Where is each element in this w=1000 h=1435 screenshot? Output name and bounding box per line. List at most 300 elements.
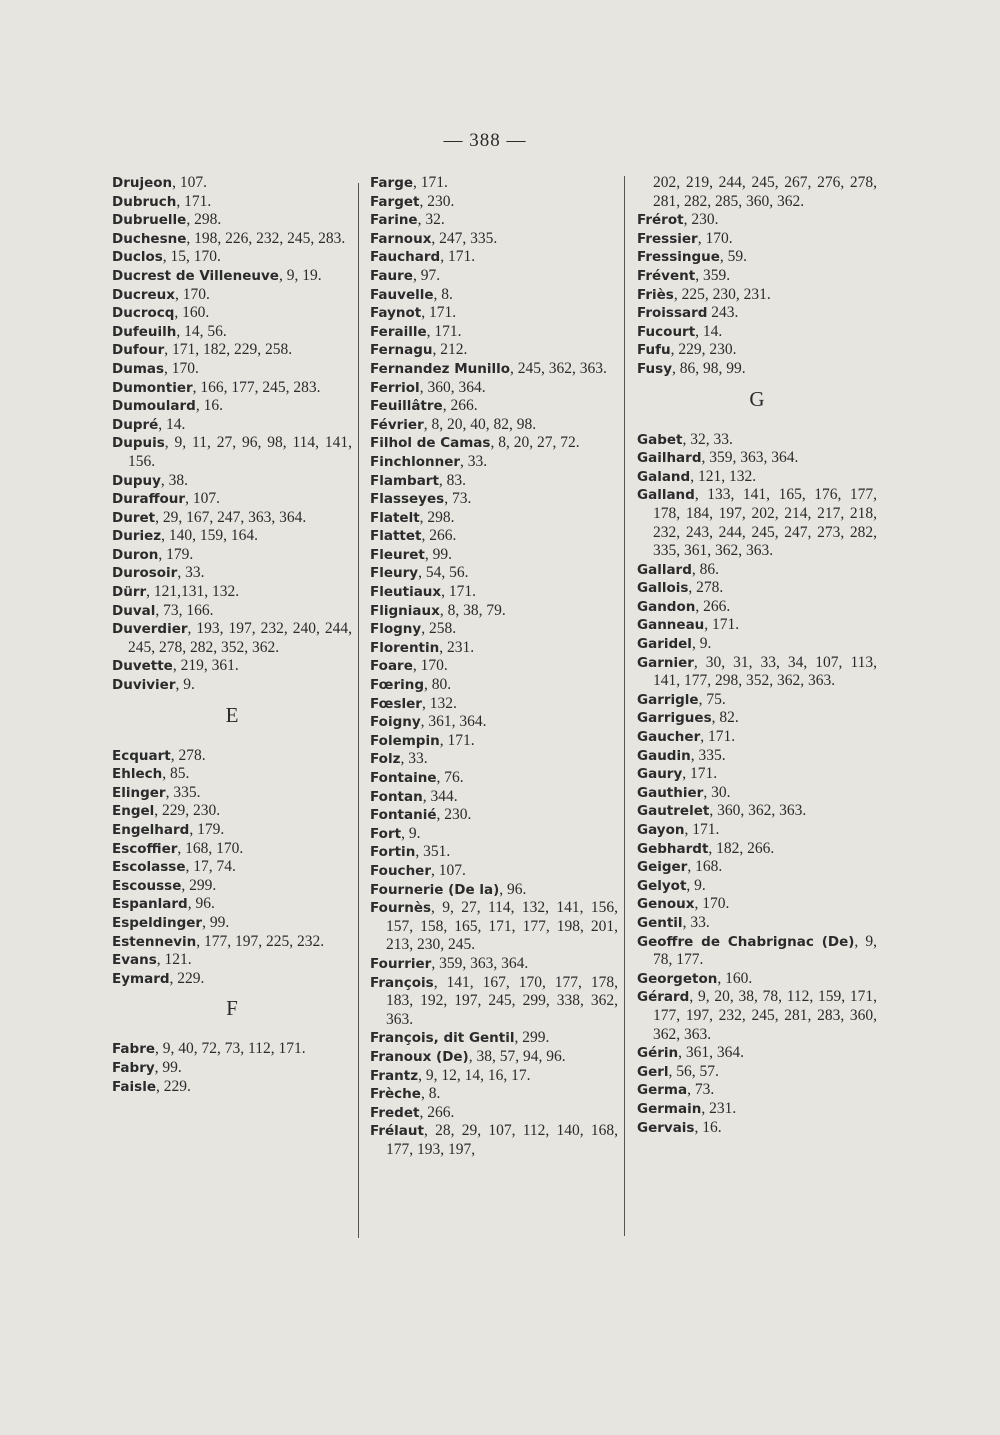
entry-pages: , 360, 364.: [419, 378, 486, 396]
entry-name: Gervais: [637, 1119, 695, 1136]
entry-name: Eymard: [112, 970, 170, 987]
entry-name: Gaudin: [637, 747, 691, 764]
entry-name: Estennevin: [112, 933, 197, 950]
entry-name: Garnier: [637, 654, 694, 671]
entry-name: Frèche: [370, 1086, 421, 1103]
entry-pages: , 225, 230, 231.: [673, 285, 771, 303]
entry-pages: , 133, 141, 165, 176, 177, 178, 184, 197, 202, 214, 217, 218, 232, 243, 244, 245, 247, 273, 282, 335, 361, 362, 363.: [653, 486, 877, 560]
entry-pages: , 8, 20, 40, 82, 98.: [423, 415, 537, 433]
entry-pages: , 97.: [412, 266, 441, 284]
entry-name: Garrigle: [637, 691, 699, 708]
index-entry: [637, 877, 877, 896]
index-entry: [637, 654, 877, 691]
entry-name: Galand: [637, 468, 691, 485]
entry-pages: , 83.: [438, 471, 467, 489]
entry-pages: , 231.: [439, 638, 475, 656]
index-entry: [637, 933, 877, 970]
index-entry: [637, 858, 877, 877]
index-entry: [112, 211, 352, 230]
entry-pages: , 8, 38, 79.: [439, 601, 506, 619]
entry-pages: , 335.: [690, 746, 726, 764]
index-entry: [112, 527, 352, 546]
index-entry: [370, 843, 618, 862]
section-letter: F: [226, 996, 238, 1021]
index-entry: [370, 509, 618, 528]
entry-pages: , 230.: [436, 806, 472, 824]
index-entry: [370, 248, 618, 267]
entry-name: Faynot: [370, 305, 422, 322]
entry-name: Fressingue: [637, 249, 720, 266]
entry-name: Flambart: [370, 472, 439, 489]
entry-pages: , 33.: [460, 452, 488, 470]
index-entry: [112, 895, 352, 914]
entry-name: Gallard: [637, 561, 692, 578]
index-entry: [112, 341, 352, 360]
index-entry: [637, 341, 877, 360]
index-entry: [112, 620, 352, 657]
entry-name: Elinger: [112, 784, 166, 801]
index-entry: [637, 784, 877, 803]
entry-name: Fleury: [370, 565, 419, 582]
index-entry: [112, 951, 352, 970]
entry-name: Ganneau: [637, 617, 705, 634]
entry-name: Galland: [637, 487, 695, 504]
entry-name: Friès: [637, 286, 674, 303]
entry-pages: , 38.: [160, 471, 189, 489]
entry-name: Fauchard: [370, 249, 441, 266]
entry-name: Dumas: [112, 360, 165, 377]
entry-name: Gallois: [637, 580, 689, 597]
index-entry: [370, 899, 618, 955]
entry-pages: , 132.: [421, 694, 457, 712]
entry-name: Fortin: [370, 844, 416, 861]
index-entry: [370, 732, 618, 751]
index-entry: [112, 747, 352, 766]
index-entry: [112, 509, 352, 528]
entry-name: Geiger: [637, 859, 688, 876]
index-entry: [370, 1085, 618, 1104]
entry-name: Dufour: [112, 342, 165, 359]
entry-pages: , 17, 74.: [185, 858, 236, 876]
entry-name: Escousse: [112, 877, 182, 894]
index-entry: [370, 527, 618, 546]
entry-name: Dubruelle: [112, 212, 187, 229]
entry-pages: , 54, 56.: [418, 564, 469, 582]
entry-pages: , 231.: [701, 1099, 737, 1117]
entry-pages: , 278.: [170, 746, 206, 764]
column-divider: [624, 176, 625, 1236]
entry-pages: , 16.: [195, 397, 223, 415]
entry-pages: , 96.: [499, 880, 527, 898]
entry-pages: , 168.: [687, 858, 723, 876]
entry-pages: , 107.: [172, 174, 208, 191]
index-entry: [637, 747, 877, 766]
entry-pages: , 9, 11, 27, 96, 98, 114, 141, 156.: [128, 434, 352, 470]
entry-name: Dupré: [112, 416, 159, 433]
entry-name: Gabet: [637, 431, 683, 448]
entry-name: Fournerie (De la): [370, 881, 500, 898]
entry-pages: , 107.: [431, 861, 466, 879]
entry-pages: , 99.: [154, 1058, 182, 1076]
entry-pages: , 298.: [419, 508, 455, 526]
index-entry: [637, 468, 877, 487]
entry-name: Dufeuilh: [112, 323, 177, 340]
index-entry: [370, 769, 618, 788]
entry-name: Farnoux: [370, 230, 432, 247]
index-entry: [637, 802, 877, 821]
entry-name: Gandon: [637, 598, 696, 615]
entry-name: Espanlard: [112, 896, 188, 913]
entry-pages: , 360, 362, 363.: [709, 802, 807, 820]
entry-pages: , 160.: [174, 304, 210, 322]
entry-name: Feuillâtre: [370, 398, 443, 415]
entry-pages: , 171.: [439, 731, 475, 749]
entry-pages: , 107.: [185, 490, 220, 508]
index-entry: [637, 840, 877, 859]
entry-pages: , 266.: [421, 527, 457, 545]
entry-pages: , 359, 363, 364.: [701, 449, 799, 467]
entry-pages: , 9, 78, 177.: [653, 932, 877, 969]
index-entry: [112, 840, 352, 859]
entry-pages: , 170.: [694, 895, 730, 913]
index-entry: [637, 323, 877, 342]
entry-pages: , 56, 57.: [668, 1062, 719, 1080]
index-entry: [637, 230, 877, 249]
entry-name: Gérin: [637, 1045, 679, 1062]
entry-pages: , 229.: [169, 969, 205, 987]
entry-name: François: [370, 974, 434, 991]
entry-name: Fournès: [370, 900, 432, 917]
index-entry: [637, 211, 877, 230]
entry-name: François, dit Gentil: [370, 1030, 515, 1047]
entry-pages: , 344.: [422, 787, 458, 805]
index-entry: [637, 286, 877, 305]
entry-name: Dupuis: [112, 435, 165, 452]
entry-name: Frévent: [637, 267, 696, 284]
entry-pages: , 170.: [697, 229, 733, 247]
index-entry: [112, 602, 352, 621]
entry-pages: , 298.: [186, 211, 222, 229]
entry-pages: , 171.: [426, 322, 462, 340]
entry-pages: , 59.: [719, 248, 748, 266]
index-entry: [370, 750, 618, 769]
index-entry: [370, 881, 618, 900]
entry-pages: , 266.: [419, 1103, 455, 1121]
entry-name: Gelyot: [637, 877, 687, 894]
entry-pages: , 140, 159, 164.: [161, 527, 258, 545]
entry-name: Fabre: [112, 1041, 156, 1058]
entry-pages: , 193, 197, 232, 240, 244, 245, 278, 282, 352, 362.: [128, 620, 352, 656]
index-entry: [370, 713, 618, 732]
entry-name: Durosoir: [112, 565, 178, 582]
entry-name: Duvette: [112, 658, 173, 675]
index-entry: [637, 895, 877, 914]
entry-name: Engel: [112, 803, 155, 820]
index-entry: [112, 248, 352, 267]
index-entry: [112, 583, 352, 602]
entry-pages: , 38, 57, 94, 96.: [468, 1047, 566, 1065]
entry-name: Fort: [370, 825, 402, 842]
entry-name: Fredet: [370, 1104, 420, 1121]
index-entry: [370, 974, 618, 1030]
index-entry: [112, 230, 352, 249]
entry-name: Duval: [112, 602, 156, 619]
index-entry: [637, 988, 877, 1044]
entry-name: Duraffour: [112, 491, 186, 508]
entry-name: Frantz: [370, 1067, 419, 1084]
entry-pages: , 15, 170.: [162, 248, 221, 266]
entry-pages: , 8.: [420, 1085, 441, 1103]
entry-name: Ducrocq: [112, 305, 175, 322]
entry-pages: , 33.: [177, 564, 205, 582]
entry-pages: , 121,131, 132.: [146, 583, 240, 601]
entry-name: Gérard: [637, 989, 690, 1006]
entry-name: Dumoulard: [112, 398, 196, 415]
index-entry: [370, 602, 618, 621]
index-entry: [370, 416, 618, 435]
entry-name: Fauvelle: [370, 286, 434, 303]
index-entry: [637, 561, 877, 580]
entry-name: Fœring: [370, 677, 425, 694]
index-entry: [637, 486, 877, 560]
index-entry: [370, 230, 618, 249]
entry-pages: , 9.: [686, 876, 706, 894]
entry-name: Flatelt: [370, 509, 420, 526]
entry-pages: , 121, 132.: [690, 467, 757, 485]
entry-pages: , 86, 98, 99.: [672, 359, 746, 377]
entry-pages: , 212.: [432, 341, 468, 359]
entry-name: Gaucher: [637, 729, 701, 746]
index-entry: [370, 695, 618, 714]
index-entry: [637, 1081, 877, 1100]
entry-pages: , 171.: [441, 583, 477, 601]
entry-pages: , 86.: [691, 560, 720, 578]
entry-name: Germa: [637, 1082, 688, 1099]
entry-pages: , 99.: [202, 913, 230, 931]
index-entry: [112, 858, 352, 877]
index-entry: [370, 806, 618, 825]
entry-name: Dubruch: [112, 193, 177, 210]
index-entry: [112, 914, 352, 933]
entry-pages: , 99.: [424, 545, 453, 563]
index-entry: [637, 1119, 877, 1138]
index-entry: [112, 434, 352, 471]
index-entry: [637, 1063, 877, 1082]
entry-pages: , 73, 166.: [155, 601, 214, 619]
index-entry: [370, 825, 618, 844]
index-entry: [637, 579, 877, 598]
entry-pages: , 75.: [698, 690, 726, 708]
entry-pages: , 359.: [695, 266, 731, 284]
entry-pages: , 14.: [695, 322, 723, 340]
index-column-2: [370, 174, 618, 1159]
entry-name: Fontaine: [370, 770, 437, 786]
index-entry: [370, 397, 618, 416]
entry-name: Février: [370, 416, 424, 433]
entry-name: Drujeon: [112, 175, 173, 191]
entry-name: Frélaut: [370, 1123, 424, 1140]
entry-pages: , 73.: [444, 490, 472, 508]
entry-name: Engelhard: [112, 822, 190, 838]
entry-name: Feraille: [370, 323, 427, 340]
entry-pages: , 230.: [419, 192, 455, 210]
entry-pages: , 171.: [421, 304, 457, 322]
index-entry: [370, 862, 618, 881]
entry-pages: , 85.: [162, 765, 190, 783]
index-entry: [370, 1067, 618, 1086]
entry-name: Ducreux: [112, 286, 175, 303]
entry-pages: , 171.: [413, 174, 448, 191]
entry-name: Faure: [370, 267, 413, 284]
entry-pages: , 9, 20, 38, 78, 112, 159, 171, 177, 197, 232, 245, 281, 283, 360, 362, 363.: [653, 988, 877, 1043]
entry-pages: , 9, 27, 114, 132, 141, 156, 157, 158, 165, 171, 177, 198, 201, 213, 230, 245.: [386, 899, 618, 954]
entry-name: Gentil: [637, 914, 683, 931]
entry-pages: , 229, 230.: [154, 802, 221, 820]
index-entry: [370, 639, 618, 658]
index-entry: [370, 174, 618, 193]
entry-pages: , 278.: [688, 579, 724, 597]
entry-name: Farget: [370, 193, 420, 210]
entry-name: Dumontier: [112, 379, 193, 396]
entry-name: Folempin: [370, 732, 440, 749]
index-entry: [637, 304, 877, 323]
index-entry: [370, 788, 618, 807]
entry-name: Escolasse: [112, 859, 186, 876]
index-entry: [370, 360, 618, 379]
entry-name: Fontanié: [370, 807, 437, 824]
entry-name: Gautrelet: [637, 803, 710, 820]
entry-name: Ecquart: [112, 747, 171, 764]
index-entry: [637, 728, 877, 747]
entry-name: Gauthier: [637, 784, 704, 801]
index-entry: [112, 323, 352, 342]
entry-pages: , 171.: [440, 248, 476, 266]
entry-pages: , 76.: [436, 769, 464, 786]
index-entry: [370, 955, 618, 974]
entry-name: Ehlech: [112, 766, 163, 783]
index-entry: [370, 341, 618, 360]
entry-pages: , 9, 12, 14, 16, 17.: [418, 1066, 531, 1084]
entry-name: Duverdier: [112, 621, 188, 638]
entry-pages: , 198, 226, 232, 245, 283.: [186, 229, 346, 247]
index-entry: [637, 449, 877, 468]
entry-pages: , 30.: [703, 783, 731, 801]
entry-pages: , 171, 182, 229, 258.: [164, 341, 293, 359]
entry-pages: , 32, 33.: [682, 430, 733, 448]
entry-name: Gayon: [637, 822, 685, 838]
entry-name: Fucourt: [637, 323, 696, 340]
index-entry: [637, 1100, 877, 1119]
entry-name: Fabry: [112, 1059, 155, 1076]
index-entry: [370, 583, 618, 602]
index-entry: [637, 635, 877, 654]
entry-pages: , 247, 335.: [431, 229, 498, 247]
index-entry: [637, 248, 877, 267]
index-entry: [112, 379, 352, 398]
index-entry: [370, 211, 618, 230]
entry-pages: , 170.: [174, 285, 210, 303]
entry-pages: , 160.: [717, 969, 753, 987]
entry-pages: , 166, 177, 245, 283.: [192, 378, 321, 396]
entry-name: Fœsler: [370, 695, 422, 712]
index-entry: [637, 691, 877, 710]
entry-name: Garrigues: [637, 710, 712, 727]
entry-name: Froissard: [637, 305, 708, 322]
index-entry: [370, 323, 618, 342]
page-number: — 388 —: [443, 130, 527, 151]
index-entry: [637, 914, 877, 933]
entry-name: Germain: [637, 1100, 702, 1117]
index-column-1: [112, 174, 352, 1096]
index-entry: [112, 1059, 352, 1078]
index-entry: [370, 1048, 618, 1067]
entry-name: Georgeton: [637, 970, 718, 987]
index-entry: [370, 546, 618, 565]
entry-name: Gaury: [637, 766, 683, 783]
entry-pages: , 141, 167, 170, 177, 178, 183, 192, 197, 245, 299, 338, 362, 363.: [386, 973, 618, 1028]
index-entry: [112, 472, 352, 491]
index-entry: [370, 286, 618, 305]
entry-pages: , 230.: [683, 211, 719, 229]
index-entry: [370, 676, 618, 695]
entry-pages: , 9, 19.: [278, 266, 322, 284]
entry-name: Espeldinger: [112, 914, 203, 931]
index-entry: [370, 434, 618, 453]
index-entry: [112, 802, 352, 821]
entry-pages: , 9.: [691, 635, 712, 653]
entry-pages: , 177, 197, 225, 232.: [196, 932, 325, 950]
index-entry: [370, 620, 618, 639]
entry-pages: , 335.: [165, 783, 201, 801]
index-entry: [112, 286, 352, 305]
entry-name: Fleuret: [370, 546, 425, 563]
entry-pages: , 8.: [433, 285, 453, 303]
section-letter: G: [749, 386, 765, 411]
index-entry: [112, 1078, 352, 1097]
index-entry: [370, 1122, 618, 1159]
index-entry: [637, 970, 877, 989]
entry-pages: , 171.: [700, 728, 736, 746]
entry-name: Fernandez Munillo: [370, 360, 511, 377]
entry-name: Dürr: [112, 584, 147, 601]
entry-name: Fusy: [637, 360, 672, 377]
entry-pages: , 266.: [442, 397, 478, 415]
entry-pages: , 179.: [189, 821, 225, 838]
entry-name: Ferriol: [370, 379, 420, 396]
entry-continuation: 202, 219, 244, 245, 267, 276, 278, 281, 282, 285, 360, 362.: [653, 174, 877, 210]
index-entry: [112, 304, 352, 323]
index-entry: [112, 564, 352, 583]
entry-pages: , 359, 363, 364.: [431, 954, 529, 972]
entry-pages: , 258.: [421, 620, 457, 638]
index-column-3: [637, 174, 877, 1137]
index-entry: [112, 490, 352, 509]
entry-pages: , 245, 362, 363.: [510, 359, 607, 377]
index-entry: [637, 616, 877, 635]
index-entry: [370, 490, 618, 509]
entry-pages: , 299.: [514, 1029, 550, 1047]
entry-pages: , 30, 31, 33, 34, 107, 113, 141, 177, 298, 352, 362, 363.: [653, 653, 877, 690]
index-entry: [112, 821, 352, 840]
entry-pages: , 28, 29, 107, 112, 140, 168, 177, 193, 197,: [386, 1122, 618, 1158]
entry-name: Fleutiaux: [370, 584, 442, 601]
entry-name: Garidel: [637, 636, 692, 653]
entry-name: Geoffre de Chabrignac (De): [637, 933, 855, 950]
entry-name: Farine: [370, 212, 418, 229]
index-entry: [112, 1040, 352, 1059]
entry-name: Florentin: [370, 639, 440, 656]
entry-pages: , 219, 361.: [172, 657, 239, 675]
